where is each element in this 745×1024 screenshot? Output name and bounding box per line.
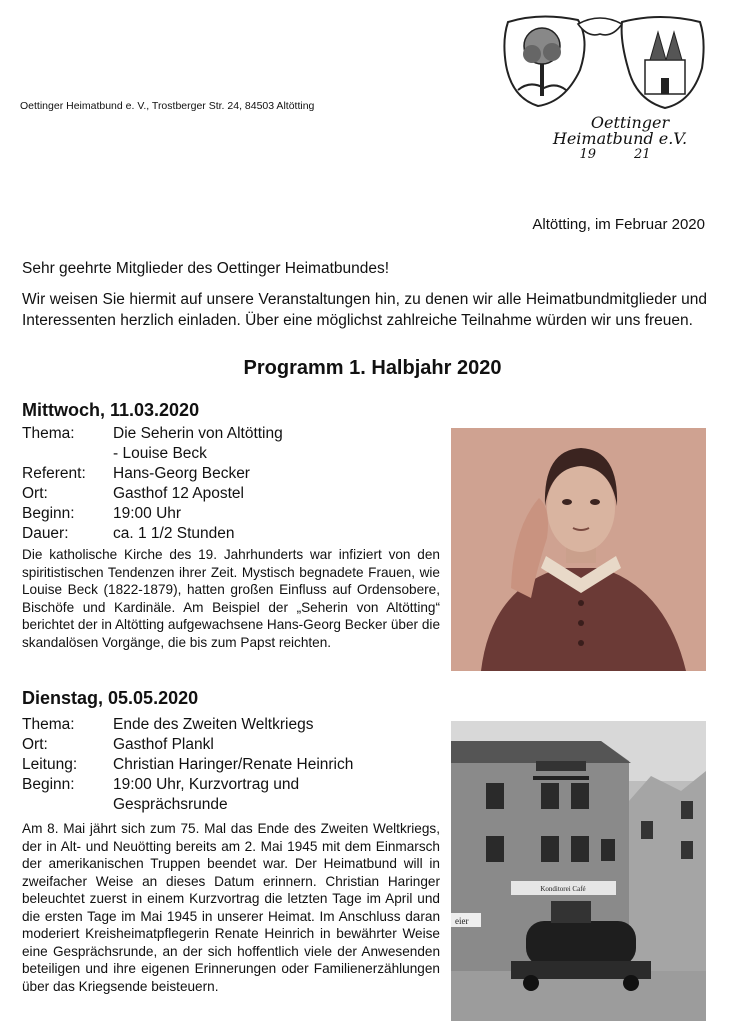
detail-row: Ort: Gasthof 12 Apostel [22,485,244,502]
detail-row: Leitung: Christian Haringer/Renate Heinrich [22,756,354,773]
detail-row: - Louise Beck [113,445,207,462]
detail-row: Gesprächsrunde [113,796,228,813]
sender-address: Oettinger Heimatbund e. V., Trostberger Str. 24, 84503 Altötting [20,100,315,112]
event1-heading: Mittwoch, 11.03.2020 [22,400,200,420]
detail-row: Thema: Ende des Zweiten Weltkriegs [22,716,314,733]
event1-description: Die katholische Kirche des 19. Jahrhunderts war infiziert von den spiritistischen Tendenzen ihrer Zeit. Mystisch begnadete Frauen, wie Louise Beck (1822-1879), hatten großen Einfluss auf Ordensobere, Bischöfe und Kardinäle. Am Beispiel der „Seherin von Altötting“ berichtet der in Altötting aufgewachsene Hans-Georg Becker über die skandalösen Vorgänge, die bis zum Papst reichten. [22,547,440,650]
intro-paragraph: Wir weisen Sie hiermit auf unsere Veranstaltungen hin, zu denen wir alle Heimatbundmitglieder und Interessenten herzlich einladen. Über eine möglichst zahlreiche Teilnahme würden wir uns freuen. [22,291,707,329]
detail-row: Referent: Hans-Georg Becker [22,465,250,482]
detail-row: Thema: Die Seherin von Altötting [22,425,283,442]
event1-details [22,424,283,544]
historic-street-photo [451,721,706,1021]
detail-row: Beginn: 19:00 Uhr [22,505,182,522]
event2-heading: Dienstag, 05.05.2020 [22,688,199,708]
event2-details [22,715,353,815]
greeting: Sehr geehrte Mitglieder des Oettinger Heimatbundes! [22,260,390,277]
event2-description: Am 8. Mai jährt sich zum 75. Mal das Ende des Zweiten Weltkriegs, der in Alt- und Neuötting bereits am 2. Mai 1945 mit dem Einmarsch der amerikanischen Truppen beendet war. Der Heimatbund will in zweifacher Weise an dieses Datum erinnern. Christian Haringer beleuchtet zuerst in einem Kurzvortrag die letzten Tage im April und die ersten Tage im Mai 1945 in unserer Heimat. Im Anschluss daran moderiert Kreisheimatpflegerin Renate Heinrich in bewährter Weise eine Gesprächsrunde, an der sich hoffentlich viele der Anwesenden beteiligen und ihre eigenen Erinnerungen oder Familienerzählungen über das Kriegsende beisteuern. [22,821,440,994]
detail-row: Ort: Gasthof Plankl [22,736,214,753]
logo-lettering: Oettinger Heimatbund e.V. 19 21 [552,113,688,162]
detail-row: Dauer: ca. 1 1/2 Stunden [22,525,235,542]
portrait-photo [451,428,706,671]
program-title: Programm 1. Halbjahr 2020 [243,357,502,379]
svg-text:Konditorei Café: Konditorei Café [540,885,586,893]
svg-text:eier: eier [455,916,469,926]
detail-row: Beginn: 19:00 Uhr, Kurzvortrag und [22,776,300,793]
date-line: Altötting, im Februar 2020 [532,216,705,233]
